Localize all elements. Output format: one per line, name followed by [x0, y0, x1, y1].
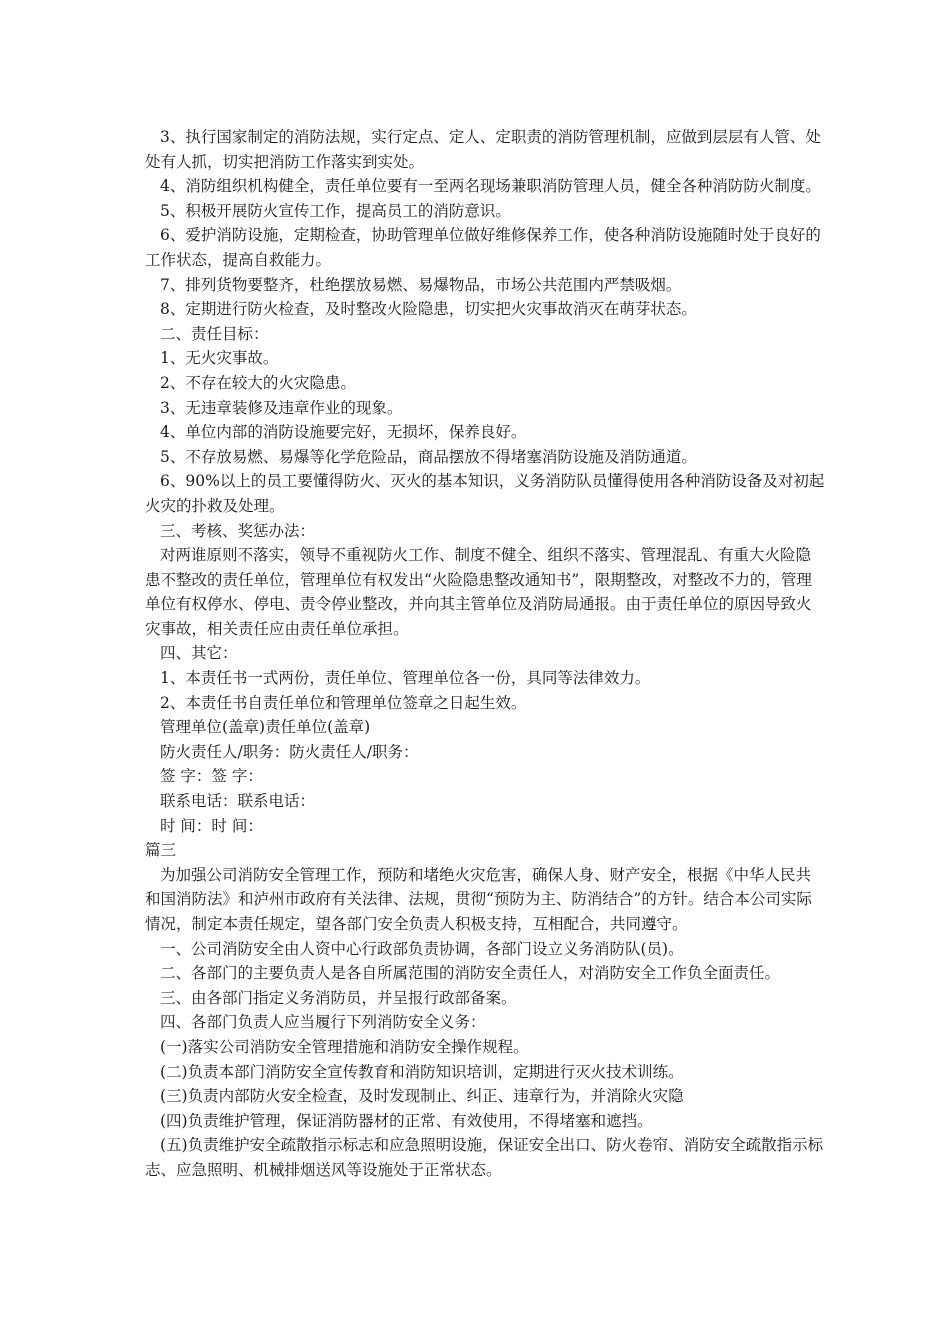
paragraph: (三)负责内部防火安全检查，及时发现制止、纠正、违章行为，并消除火灾隐 — [160, 1087, 684, 1106]
section-heading: 二、责任目标： — [160, 324, 269, 343]
section-heading: 四、其它： — [160, 644, 238, 663]
paragraph: 对两谁原则不落实，领导不重视防火工作、制度不健全、组织不落实、管理混乱、有重大火险隐患不整改的责任单位，管理单位有权发出“火险隐患整改通知书”，限期整改，对整改不力的，管理单位有权停水、停电、责令停业整改，并向其主管单位及消防局通报。由于责任单位的原因导致火灾事故，相关责任应由责任单位承担。 — [145, 546, 812, 638]
paragraph: 一、公司消防安全由人资中心行政部负责协调，各部门设立义务消防队(员)。 — [160, 939, 684, 958]
signature-line: 联系电话：联系电话： — [160, 792, 316, 811]
signature-line: 防火责任人/职务：防火责任人/职务： — [160, 742, 419, 761]
paragraph: 6、90%以上的员工要懂得防火、灭火的基本知识，义务消防队员懂得使用各种消防设备及对初起火灾的扑救及处理。 — [145, 472, 825, 515]
paragraph: 为加强公司消防安全管理工作，预防和堵绝火灾危害，确保人身、财产安全，根据《中华人民共和国消防法》和泸州市政府有关法律、法规，贯彻“预防为主、防消结合”的方针。结合本公司实际情况，制定本责任规定，望各部门安全负责人积极支持，互相配合，共同遵守。 — [145, 865, 812, 933]
paragraph: 四、各部门负责人应当履行下列消防安全义务： — [160, 1013, 486, 1032]
paragraph: (四)负责维护管理，保证消防器材的正常、有效使用，不得堵塞和遮挡。 — [160, 1111, 653, 1130]
paragraph: 5、不存放易燃、易爆等化学危险品，商品摆放不得堵塞消防设施及消防通道。 — [160, 447, 697, 466]
paragraph: 8、定期进行防火检查，及时整改火险隐患，切实把火灾事故消灭在萌芽状态。 — [160, 300, 697, 319]
paragraph: 2、本责任书自责任单位和管理单位签章之日起生效。 — [160, 693, 527, 712]
part-heading: 篇三 — [145, 841, 177, 860]
signature-line: 管理单位(盖章)责任单位(盖章) — [160, 718, 371, 737]
paragraph: 3、无违章装修及违章作业的现象。 — [160, 398, 403, 417]
signature-line: 时 间：时 间： — [160, 816, 263, 835]
paragraph: 三、由各部门指定义务消防员，并呈报行政部备案。 — [160, 988, 517, 1007]
signature-line: 签 字：签 字： — [160, 767, 263, 786]
paragraph: 1、无火灾事故。 — [160, 349, 279, 368]
section-heading: 三、考核、奖惩办法： — [160, 521, 316, 540]
paragraph: 2、不存在较大的火灾隐患。 — [160, 373, 356, 392]
paragraph: 7、排列货物要整齐，杜绝摆放易燃、易爆物品，市场公共范围内严禁吸烟。 — [160, 275, 682, 294]
document-body — [145, 125, 825, 1183]
paragraph: 5、积极开展防火宣传工作，提高员工的消防意识。 — [160, 201, 511, 220]
paragraph: 4、消防组织机构健全，责任单位要有一至两名现场兼职消防管理人员，健全各种消防防火制度。 — [160, 177, 821, 196]
paragraph: (二)负责本部门消防安全宣传教育和消防知识培训，定期进行灭火技术训练。 — [160, 1062, 684, 1081]
paragraph: 6、爱护消防设施，定期检查，协助管理单位做好维修保养工作，使各种消防设施随时处于良好的工作状态，提高自救能力。 — [145, 226, 821, 269]
paragraph: (一)落实公司消防安全管理措施和消防安全操作规程。 — [160, 1037, 529, 1056]
paragraph: (五)负责维护安全疏散指示标志和应急照明设施，保证安全出口、防火卷帘、消防安全疏散指示标志、应急照明、机械排烟送风等设施处于正常状态。 — [145, 1136, 824, 1179]
paragraph: 1、本责任书一式两份，责任单位、管理单位各一份，具同等法律效力。 — [160, 669, 651, 688]
paragraph: 4、单位内部的消防设施要完好，无损坏，保养良好。 — [160, 423, 527, 442]
paragraph: 3、执行国家制定的消防法规，实行定点、定人、定职责的消防管理机制，应做到层层有人管、处处有人抓，切实把消防工作落实到实处。 — [145, 128, 821, 171]
paragraph: 二、各部门的主要负责人是各自所属范围的消防安全责任人，对消防安全工作负全面责任。 — [160, 964, 781, 983]
